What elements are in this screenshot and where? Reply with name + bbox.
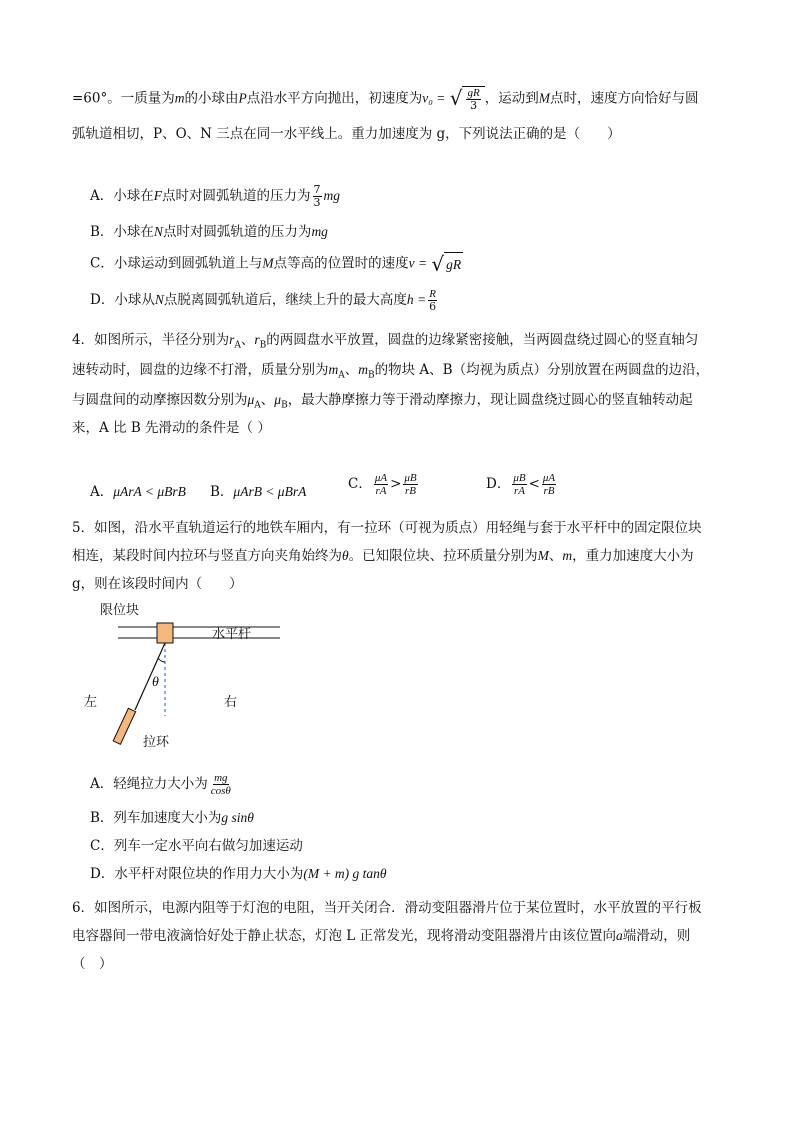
var-n: N — [154, 292, 164, 307]
q4-option-a — [90, 480, 186, 500]
numerator: 7 — [313, 183, 321, 196]
denominator: rA — [513, 485, 525, 497]
text: 、 — [548, 548, 563, 564]
q4-line-2 — [72, 360, 709, 386]
text: 、 — [240, 332, 255, 348]
denominator: rB — [405, 485, 417, 497]
numerator: μB — [513, 472, 526, 484]
operator: < — [528, 476, 540, 492]
option-letter: A． — [90, 484, 114, 500]
text: 点脱离圆弧轨道后，继续上升的最大高度 — [163, 292, 407, 308]
var-mua: μ — [247, 392, 255, 407]
text: ，重力加速度大小为 — [572, 548, 694, 564]
var-v: v = — [408, 255, 428, 271]
var-m-point: M — [538, 90, 550, 106]
q5-option-a — [90, 772, 234, 797]
numerator: μA — [374, 472, 388, 484]
q5-option-d — [90, 864, 387, 884]
text: 4．如图所示，半径分别为 — [72, 332, 230, 348]
var-mub: μ — [274, 392, 282, 407]
q4-line-3 — [72, 390, 693, 416]
text: B．小球在 — [90, 224, 154, 240]
fraction — [403, 472, 417, 497]
limit-block — [157, 623, 173, 643]
text: 相连，某段时间内拉环与竖直方向夹角始终为 — [72, 548, 342, 564]
denominator: rB — [543, 485, 555, 497]
q5-option-b — [90, 808, 254, 828]
text: 的两圆盘水平放置，圆盘的边缘紧密接触，当两圆盘绕过圆心的竖直轴匀 — [266, 332, 699, 348]
subscript: B — [259, 340, 267, 351]
subscript: B — [281, 400, 288, 411]
subscript: A — [234, 340, 241, 351]
q5-figure — [80, 598, 280, 758]
operator: > — [390, 476, 402, 492]
option-letter: C． — [348, 476, 372, 492]
var-ra: r — [229, 332, 235, 347]
var-f: F — [153, 188, 162, 203]
fraction — [374, 472, 388, 497]
q4-option-d — [486, 472, 558, 497]
numerator: R — [429, 288, 436, 300]
q3-option-b — [90, 222, 328, 242]
var-theta: θ — [342, 548, 349, 563]
text: 与圆盘间的动摩擦因数分别为 — [72, 392, 248, 408]
var-m: m — [562, 548, 573, 563]
var-mg: mg — [323, 188, 340, 203]
text: 、 — [344, 362, 359, 378]
expression: μArA < μBrB — [113, 484, 186, 499]
fraction — [542, 472, 556, 497]
text: D．小球从 — [90, 292, 155, 308]
text: 、 — [260, 392, 275, 408]
var-m: m — [174, 90, 185, 106]
label-horizontal-rod: 水平杆 — [212, 627, 252, 642]
text: 点时，速度方向恰好与圆 — [549, 90, 699, 107]
var-a: a — [616, 928, 623, 943]
q4-option-c — [348, 472, 420, 497]
text: 。已知限位块、拉环质量分别为 — [348, 548, 538, 564]
q4-options — [90, 472, 690, 504]
subscript: A — [254, 400, 261, 411]
expression: μArB < μBrA — [233, 484, 307, 499]
fraction — [313, 184, 322, 209]
var-v0: v₀ = — [422, 90, 446, 106]
text: 点等高的位置时的速度 — [273, 255, 409, 272]
text: 点时对圆弧轨道的压力为 — [162, 188, 311, 204]
q5-option-c: C．列车一定水平向右做匀加速运动 — [90, 838, 303, 854]
label-ring: 拉环 — [143, 735, 170, 750]
expression: (M + m) g tanθ — [303, 866, 387, 881]
text: D．水平杆对限位块的作用力大小为 — [90, 866, 304, 882]
option-letter: B． — [210, 484, 234, 500]
text: A．小球在 — [90, 188, 154, 204]
text: 的小球由 — [184, 90, 239, 107]
numerator: μA — [542, 472, 556, 484]
sqrt: √ gR — [431, 252, 462, 276]
fraction — [210, 772, 232, 797]
text: 点时对圆弧轨道的压力为 — [162, 224, 312, 240]
var-mg: mg — [311, 224, 328, 239]
var-n: N — [153, 224, 163, 239]
denominator: 6 — [429, 300, 437, 313]
v0-numerator: gR — [467, 87, 480, 99]
rope — [135, 643, 165, 710]
angle-arc — [158, 658, 165, 662]
q3-line-1 — [72, 86, 698, 112]
var-m-point: M — [262, 255, 274, 271]
var-mb: m — [358, 362, 368, 377]
fraction — [512, 472, 526, 497]
fraction — [428, 288, 437, 313]
text: B．列车加速度大小为 — [90, 810, 222, 826]
denominator: 3 — [313, 196, 321, 209]
denominator: cosθ — [210, 785, 231, 797]
subscript: A — [338, 370, 345, 381]
text: 端滑动，则 — [622, 928, 691, 944]
q4-line-4: 来，A 比 B 先滑动的条件是（ ） — [72, 420, 271, 436]
var-h: h = — [406, 292, 427, 307]
q3-option-c — [90, 252, 463, 276]
radicand: gR — [444, 252, 463, 276]
q5-line-3: g，则在该段时间内（ ） — [72, 576, 243, 592]
q3-line-2: 弧轨道相切，P、O、N 三点在同一水平线上。重力加速度为 g，下列说法正确的是（ ） — [72, 126, 621, 142]
v0-denominator: 3 — [470, 99, 478, 112]
var-rb: r — [254, 332, 260, 347]
text: C．小球运动到圆弧轨道上与 — [90, 255, 263, 272]
text: 点沿水平方向抛出，初速度为 — [246, 90, 423, 107]
q4-line-1 — [72, 330, 698, 356]
q6-line-1: 6．如图所示，电源内阻等于灯泡的电阻，当开关闭合．滑动变阻器滑片位于某位置时，水平放置的平行板 — [72, 900, 702, 916]
text: 电容器间一带电液滴恰好处于静止状态，灯泡 L 正常发光，现将滑动变阻器滑片由该位置向 — [72, 928, 617, 944]
q4-option-b — [210, 480, 306, 500]
subscript: B — [368, 370, 375, 381]
label-limit-block: 限位块 — [100, 603, 140, 618]
text: A．轻绳拉力大小为 — [90, 776, 208, 792]
var-p: P — [238, 90, 247, 106]
text: ，运动到 — [484, 90, 539, 107]
pull-ring — [113, 708, 135, 744]
label-theta: θ — [152, 675, 159, 690]
v0-sqrt: √ $\frac{gR}{3}$ — [450, 86, 485, 112]
text: =60°。一质量为 — [72, 90, 175, 107]
numerator: mg — [214, 772, 228, 784]
q6-line-2 — [72, 926, 690, 946]
q3-option-d — [90, 288, 439, 313]
expression: g sinθ — [221, 810, 254, 825]
q6-line-3: （ ） — [72, 956, 113, 972]
text: ，最大静摩擦力等于滑动摩擦力，现让圆盘绕过圆心的竖直轴转动起 — [287, 392, 693, 408]
text: 速转动时，圆盘的边缘不打滑，质量分别为 — [72, 362, 329, 378]
q3-option-a — [90, 184, 340, 209]
q5-line-2 — [72, 546, 694, 566]
q5-line-1: 5．如图，沿水平直轨道运行的地铁车厢内，有一拉环（可视为质点）用轻绳与套于水平杆中的固定限位块 — [72, 520, 702, 536]
numerator: μB — [404, 472, 417, 484]
label-left: 左 — [84, 695, 98, 710]
text: 的物块 A、B（均视为质点）分别放置在两圆盘的边沿， — [374, 362, 710, 378]
var-ma: m — [328, 362, 339, 377]
label-right: 右 — [224, 695, 238, 710]
option-letter: D． — [486, 476, 511, 492]
denominator: rA — [375, 485, 387, 497]
var-m-big: M — [537, 548, 549, 563]
